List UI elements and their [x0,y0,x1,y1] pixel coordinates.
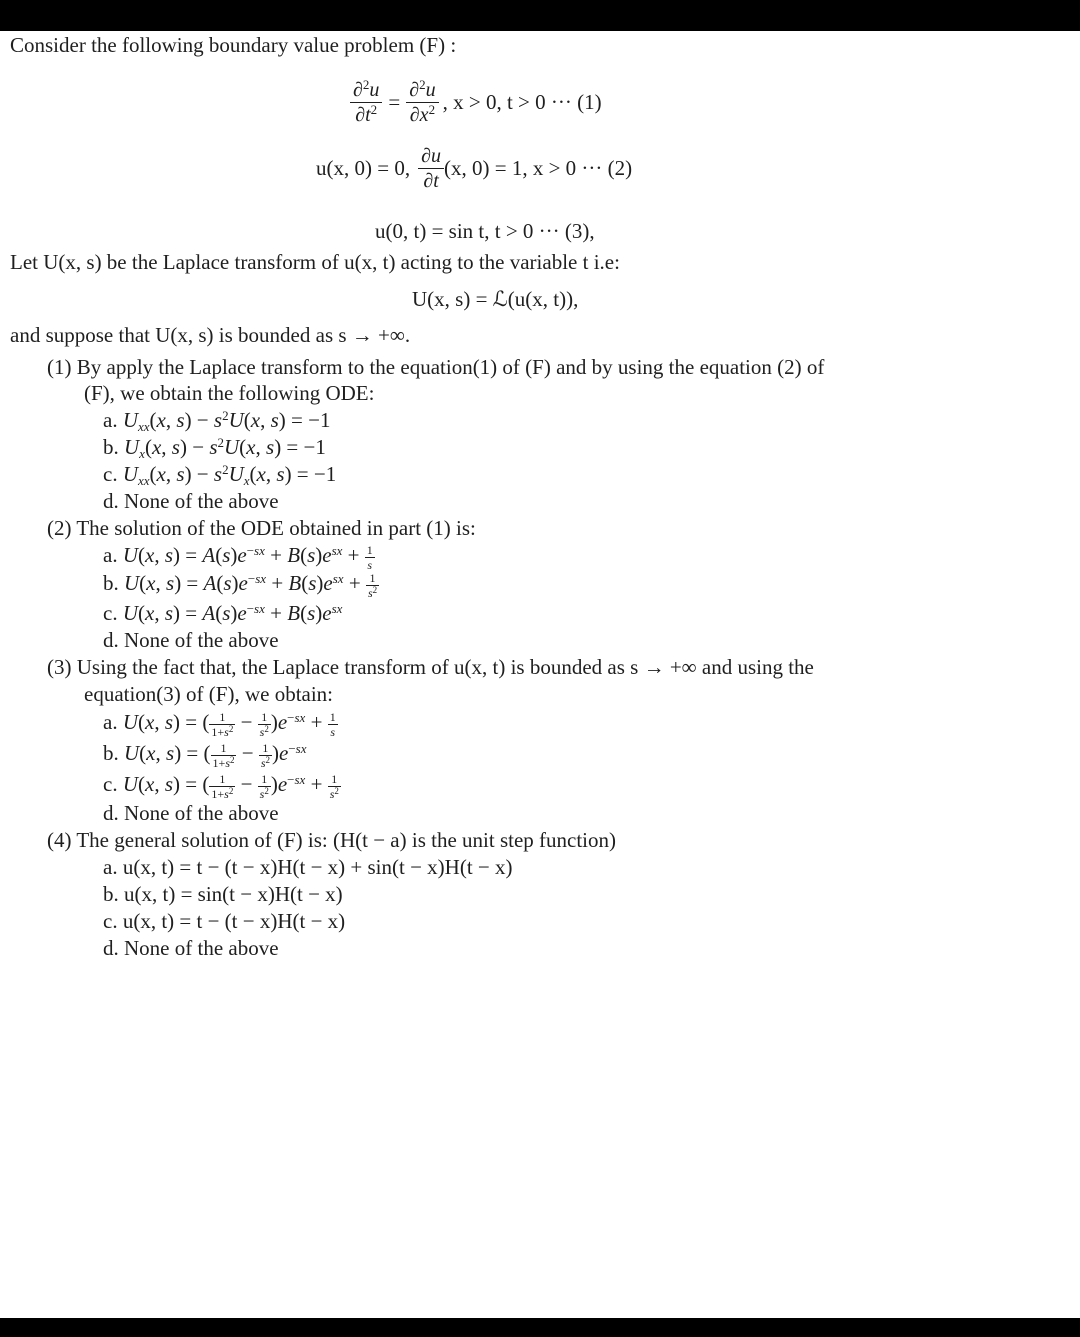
question-1-option-b: b. $U_x(x$, $s) - s^2U(x$, s) = −1 [103,435,326,461]
question-3-prompt-cont: equation(3) of (F), we obtain: [84,682,334,706]
laplace-definition: U(x, s) = ℒ(u(x, t)), [412,287,579,311]
question-1-option-c: c. $U_{xx}(x$, $s) - s^2U_x(x$, s) = −1 [103,462,337,488]
question-3-option-a: a. U(x, s) = ( $\frac{1}{1+s^2}$ − $\frac{1}{s^2}$ )$e^{-sx}$ + $\frac{1}{s}$ [103,709,336,739]
question-2-option-a: a. U(x, $s) = A(s)e^{-sx} + B(s)e^{sx}$ + $\frac{1}{s}$ [103,542,373,572]
question-4-option-c: c. u(x, t) = t − (t − x)H(t − x) [103,909,346,933]
equation-2-left: u(x, 0) = 0, [316,156,411,180]
question-2-option-c: c. U(x, $s) = A(s)e^{-sx} + B(s)e^{sx}$ [103,601,343,625]
equation-2: u(x, 0) = 0, $\frac{\partial u}{\partial t}$ (x, 0) = 1, x > 0 ··· (2) [316,145,633,192]
question-1-prompt: (1) By apply the Laplace transform to the equation(1) of (F) and by using the equation (2) of [47,355,825,379]
intro-text: Consider the following boundary value problem (F) : [10,33,457,57]
question-2-prompt: (2) The solution of the ODE obtained in part (1) is: [47,516,476,540]
laplace-intro: Let U(x, s) be the Laplace transform of u(x, t) acting to the variable t i.e: [10,250,620,274]
question-2-option-d: d. None of the above [103,628,279,652]
top-black-bar [0,0,1080,31]
bounded-note: and suppose that U(x, s) is bounded as s → +∞. [10,323,411,347]
question-4-option-d: d. None of the above [103,936,279,960]
question-4-option-b: b. u(x, t) = sin(t − x)H(t − x) [103,882,343,906]
question-2-option-b: b. U(x, $s) = A(s)e^{-sx} + B(s)e^{sx}$ + $\frac{1}{s^2}$ [103,570,378,600]
bottom-black-bar [0,1318,1080,1337]
question-1-prompt-cont: (F), we obtain the following ODE: [84,381,375,405]
equation-1: $\frac{\partial^2u}{\partial t^2}$ = $\frac{\partial^2u}{\partial x^2}$ , x > 0, t > 0 ··· (1) [350,80,602,125]
question-3-option-d: d. None of the above [103,801,279,825]
question-1-option-d: d. None of the above [103,489,279,513]
equation-1-tag: x > 0, t > 0 ··· (1) [453,90,602,114]
question-3-option-c: c. U(x, s) = ( $\frac{1}{1+s^2}$ − $\frac{1}{s^2}$ )$e^{-sx}$ + $\frac{1}{s^2}$ [103,771,339,801]
question-3-option-b: b. U(x, s) = ( $\frac{1}{1+s^2}$ − $\frac{1}{s^2}$ )$e^{-sx}$ [103,740,307,770]
question-3-prompt: (3) Using the fact that, the Laplace transform of u(x, t) is bounded as s → +∞ and using the [47,655,814,679]
question-4-option-a: a. u(x, t) = t − (t − x)H(t − x) + sin(t − x)H(t − x) [103,855,513,879]
equation-2-right: (x, 0) = 1, x > 0 ··· (2) [443,156,633,180]
question-4-prompt: (4) The general solution of (F) is: (H(t − a) is the unit step function) [47,828,616,852]
equation-3: u(0, t) = sin t, t > 0 ··· (3), [375,219,595,243]
question-1-option-a: a. $U_{xx}(x$, $s) - s^2U(x$, s) = −1 [103,408,331,434]
